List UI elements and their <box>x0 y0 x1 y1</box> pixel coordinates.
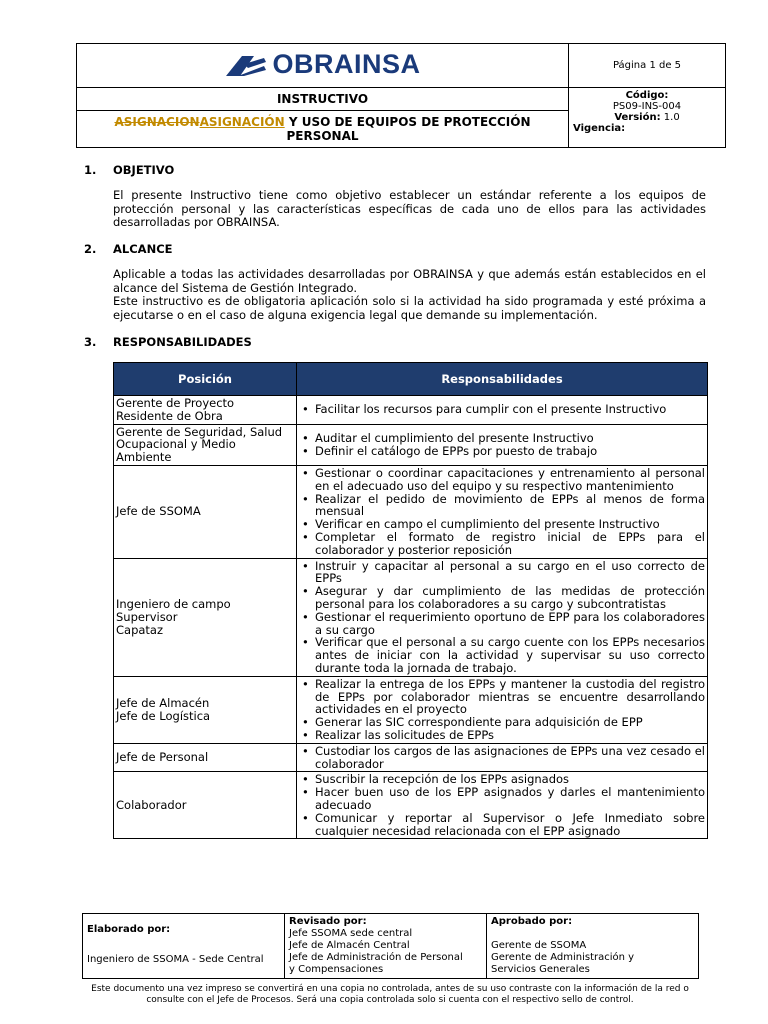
responsibility-item: • Suscribir la recepción de los EPPs asignados <box>315 773 705 786</box>
responsibility-item: • Realizar las solicitudes de EPPs <box>315 729 705 742</box>
approval-footer <box>82 913 699 979</box>
responsibilities-cell <box>297 396 708 425</box>
section-2-paragraph-2: Este instructivo es de obligatoria aplicación solo si la actividad ha sido programada y esté próxima a ejecutarse o en el caso de alguna exigencia legal que demande su implementación. <box>113 294 706 322</box>
responsibility-list <box>299 432 705 458</box>
doc-title <box>77 111 569 148</box>
responsibility-item: • Gestionar o coordinar capacitaciones y entrenamiento al personal en el adecuado uso del equipo y su respectivo mantenimiento <box>315 467 705 493</box>
table-row <box>114 676 708 743</box>
section-2-number: 2. <box>84 242 97 256</box>
section-1-number: 1. <box>84 163 97 177</box>
codigo-value: PS09-INS-004 <box>612 101 682 112</box>
position-cell <box>114 465 297 558</box>
responsibility-item: • Hacer buen uso de los EPP asignados y darles el mantenimiento adecuado <box>315 786 705 812</box>
responsibility-list <box>299 467 705 557</box>
aprobado-line: Gerente de Administración y <box>491 952 635 963</box>
revisado-line: Jefe de Almacén Central <box>289 940 410 951</box>
position-line: Gerente de Seguridad, Salud Ocupacional y Medio Ambiente <box>116 424 283 465</box>
responsibility-item: • Auditar el cumplimiento del presente Instructivo <box>315 432 705 445</box>
elaborado-value: Ingeniero de SSOMA - Sede Central <box>87 954 264 965</box>
responsibility-item: • Verificar que el personal a su cargo cuente con los EPPs necesarios antes de iniciar con la actividad y supervisar su uso correcto durante toda la jornada de trabajo. <box>315 636 705 674</box>
revisado-line: Jefe de Administración de Personal <box>289 952 463 963</box>
table-row <box>114 772 708 839</box>
version-label: Versión: <box>614 112 661 123</box>
responsibility-item: • Comunicar y reportar al Supervisor o Jefe Inmediato sobre cualquier necesidad relacionada con el EPP asignado <box>315 812 705 838</box>
obrainsa-logo-icon <box>224 52 268 78</box>
revisado-label: Revisado por: <box>289 916 367 927</box>
logo-cell <box>77 44 569 88</box>
table-row <box>114 743 708 772</box>
responsibility-list <box>299 403 705 416</box>
responsibility-item: • Completar el formato de registro inicial de EPPs para el colaborador y posterior reposición <box>315 531 705 557</box>
responsibility-list <box>299 678 705 742</box>
company-logo <box>224 49 420 80</box>
aprobado-line: Servicios Generales <box>491 964 590 975</box>
footer-note-line: Este documento una vez impreso se convertirá en una copia no controlada, antes de su uso contraste con la información de la red o <box>91 984 689 994</box>
position-line: Jefe de Logística <box>116 708 211 723</box>
responsibility-item: • Facilitar los recursos para cumplir con el presente Instructivo <box>315 403 705 416</box>
position-line: Ingeniero de campo <box>116 596 231 611</box>
revisado-line: y Compensaciones <box>289 964 384 975</box>
position-line: Capataz <box>116 622 164 637</box>
responsibility-list <box>299 560 705 675</box>
elaborado-label: Elaborado por: <box>87 924 171 935</box>
responsibilities-cell <box>297 772 708 839</box>
title-struck-text: ASIGNACION <box>114 115 200 129</box>
responsibilities-cell <box>297 743 708 772</box>
table-row <box>114 396 708 425</box>
responsibility-item: • Verificar en campo el cumplimiento del presente Instructivo <box>315 518 705 531</box>
revisado-line: Jefe SSOMA sede central <box>289 928 413 939</box>
responsibilities-table <box>113 362 708 839</box>
table-row <box>114 424 708 465</box>
logo-text: OBRAINSA <box>272 49 421 80</box>
responsibility-item: • Custodiar los cargos de las asignaciones de EPPs una vez cesado el colaborador <box>315 745 705 771</box>
title-inserted-text: ASIGNACIÓN <box>199 115 285 129</box>
position-line: Residente de Obra <box>116 408 223 423</box>
responsibilities-cell <box>297 465 708 558</box>
version-value: 1.0 <box>663 112 680 123</box>
codigo-label: Código: <box>625 90 669 101</box>
table-row <box>114 465 708 558</box>
header-posicion: Posición <box>114 363 297 396</box>
doc-type: INSTRUCTIVO <box>77 88 569 111</box>
responsibility-item: • Generar las SIC correspondiente para adquisición de EPP <box>315 716 705 729</box>
table-row <box>114 558 708 676</box>
vigencia-label: Vigencia: <box>573 123 626 134</box>
responsibility-item: • Realizar la entrega de los EPPs y mantener la custodia del registro de EPPs por colaborador mientras se encuentre desarrollando actividades en el proyecto <box>315 678 705 716</box>
responsibilities-cell <box>297 558 708 676</box>
aprobado-line: Gerente de SSOMA <box>491 940 587 951</box>
title-rest-text: Y USO DE EQUIPOS DE PROTECCIÓN PERSONAL <box>284 115 531 143</box>
position-cell <box>114 772 297 839</box>
section-3-number: 3. <box>84 335 97 349</box>
position-cell <box>114 676 297 743</box>
responsibility-item: • Asegurar y dar cumplimiento de las medidas de protección personal para los colaboradores a su cargo y subcontratistas <box>315 585 705 611</box>
position-line: Supervisor <box>116 609 178 624</box>
responsibilities-cell <box>297 424 708 465</box>
responsibility-item: • Realizar el pedido de movimiento de EPPs al menos de forma mensual <box>315 493 705 519</box>
header-responsabilidades: Responsabilidades <box>297 363 708 396</box>
responsibilities-cell <box>297 676 708 743</box>
position-cell <box>114 743 297 772</box>
doc-code-cell <box>569 88 726 148</box>
position-line: Colaborador <box>116 797 187 812</box>
section-3-title: RESPONSABILIDADES <box>113 335 252 349</box>
document-header <box>76 43 726 148</box>
section-2-paragraph-1: Aplicable a todas las actividades desarrolladas por OBRAINSA y que además están establecidos en el alcance del Sistema de Gestión Integrado. <box>113 267 706 295</box>
responsibility-item: • Instruir y capacitar al personal a su cargo en el uso correcto de EPPs <box>315 560 705 586</box>
elaborado-cell <box>83 914 285 979</box>
responsibility-list <box>299 773 705 837</box>
page-number: Página 1 de 5 <box>569 44 726 88</box>
section-2-title: ALCANCE <box>113 242 173 256</box>
position-line: Jefe de Personal <box>116 750 209 765</box>
footer-note <box>82 984 698 1006</box>
responsibility-item: • Definir el catálogo de EPPs por puesto de trabajo <box>315 445 705 458</box>
section-1-paragraph: El presente Instructivo tiene como objetivo establecer un estándar referente a los equipos de protección personal y las características específicas de cada uno de ellos para las actividades desarrolladas por OBRAINSA. <box>113 188 706 229</box>
position-cell <box>114 558 297 676</box>
section-1-title: OBJETIVO <box>113 163 175 177</box>
responsibility-list <box>299 745 705 771</box>
position-line: Jefe de SSOMA <box>116 504 201 519</box>
responsibility-item: • Gestionar el requerimiento oportuno de EPP para los colaboradores a su cargo <box>315 611 705 637</box>
footer-note-line: consulte con el Jefe de Procesos. Será una copia controlada solo si cuenta con el respectivo sello de control. <box>146 995 634 1005</box>
responsibilities-body <box>114 396 708 839</box>
position-line: Gerente de Proyecto <box>116 396 235 410</box>
position-cell <box>114 396 297 425</box>
position-line: Jefe de Almacén <box>116 695 210 710</box>
revisado-cell <box>285 914 487 979</box>
position-cell <box>114 424 297 465</box>
aprobado-cell <box>487 914 699 979</box>
aprobado-label: Aprobado por: <box>491 916 573 927</box>
